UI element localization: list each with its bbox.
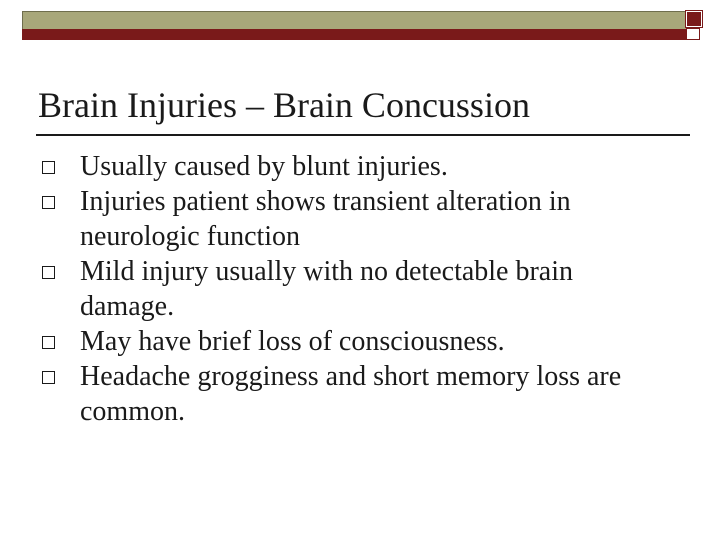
list-item: [42, 184, 662, 254]
bullet-text: Injuries patient shows transient alteration in neurologic function: [80, 186, 571, 252]
bullet-text: May have brief loss of consciousness.: [80, 326, 505, 357]
list-item: [42, 359, 662, 429]
list-item: [42, 324, 662, 359]
hollow-square-icon: [42, 196, 55, 209]
title-underline-rule: [36, 134, 690, 136]
bullet-list: [42, 149, 662, 429]
list-item: [42, 254, 662, 324]
slide-title: Brain Injuries – Brain Concussion: [38, 85, 530, 125]
corner-square-decoration: [686, 11, 702, 27]
hollow-square-icon: [42, 266, 55, 279]
bullet-text: Usually caused by blunt injuries.: [80, 151, 448, 182]
header-banner-maroon: [22, 29, 686, 40]
hollow-square-icon: [42, 161, 55, 174]
bullet-text: Headache grogginess and short memory loss are common.: [80, 361, 622, 427]
bullet-text: Mild injury usually with no detectable brain damage.: [80, 256, 574, 322]
list-item: [42, 149, 662, 184]
hollow-square-icon: [42, 371, 55, 384]
corner-square-decoration-lower: [686, 28, 700, 40]
header-banner-olive: [22, 11, 687, 30]
hollow-square-icon: [42, 336, 55, 349]
